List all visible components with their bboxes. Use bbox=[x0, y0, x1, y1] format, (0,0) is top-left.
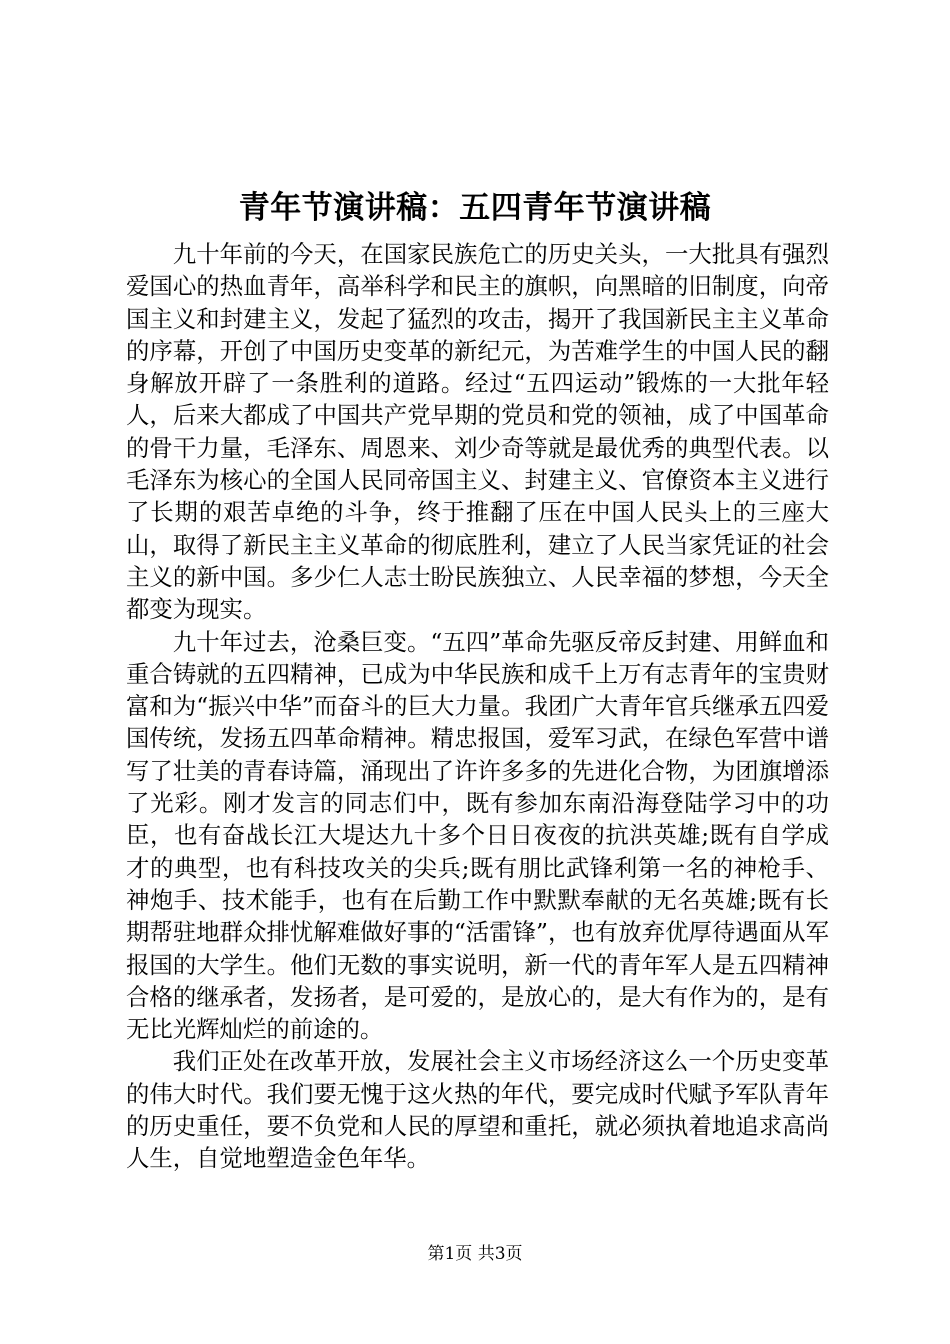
paragraph-3: 我们正处在改革开放，发展社会主义市场经济这么一个历史变革的伟大时代。我们要无愧于这火热的年代，要完成时代赋予军队青年的历史重任，要不负党和人民的厚望和重托，就必须执着地追求高尚人生，自觉地塑造金色年华。 bbox=[126, 1047, 829, 1173]
paragraph-2: 九十年过去，沧桑巨变。“五四”革命先驱反帝反封建、用鲜血和重合铸就的五四精神，已成为中华民族和成千上万有志青年的宝贵财富和为“振兴中华”而奋斗的巨大力量。我团广大青年官兵继承五四爱国传统，发扬五四革命精神。精忠报国，爱军习武，在绿色军营中谱写了壮美的青春诗篇，涌现出了许许多多的先进化合物，为团旗增添了光彩。刚才发言的同志们中，既有参加东南沿海登陆学习中的功臣，也有奋战长江大堤达九十多个日日夜夜的抗洪英雄;既有自学成才的典型，也有科技攻关的尖兵;既有朋比武锋利第一名的神枪手、神炮手、技术能手，也有在后勤工作中默默奉献的无名英雄;既有长期帮驻地群众排忧解难做好事的“活雷锋”，也有放弃优厚待遇面从军报国的大学生。他们无数的事实说明，新一代的青年军人是五四精神合格的继承者，发扬者，是可爱的，是放心的，是大有作为的，是有无比光辉灿烂的前途的。 bbox=[126, 627, 829, 1044]
document-title: 青年节演讲稿：五四青年节演讲稿 bbox=[238, 190, 712, 226]
page-footer: 第1页 共3页 bbox=[427, 1244, 523, 1264]
paragraph-1: 九十年前的今天，在国家民族危亡的历史关头，一大批具有强烈爱国心的热血青年，高举科学和民主的旗帜，向黑暗的旧制度，向帝国主义和封建主义，发起了猛烈的攻击，揭开了我国新民主主义革命的序幕，开创了中国历史变革的新纪元，为苦难学生的中国人民的翻身解放开辟了一条胜利的道路。经过“五四运动”锻炼的一大批年轻人，后来大都成了中国共产党早期的党员和党的领袖，成了中国革命的骨干力量，毛泽东、周恩来、刘少奇等就是最优秀的典型代表。以毛泽东为核心的全国人民同帝国主义、封建主义、官僚资本主义进行了长期的艰苦卓绝的斗争，终于推翻了压在中国人民头上的三座大山，取得了新民主主义革命的彻底胜利，建立了人民当家凭证的社会主义的新中国。多少仁人志士盼民族独立、人民幸福的梦想，今天全都变为现实。 bbox=[126, 240, 829, 624]
document-body bbox=[126, 238, 829, 1175]
